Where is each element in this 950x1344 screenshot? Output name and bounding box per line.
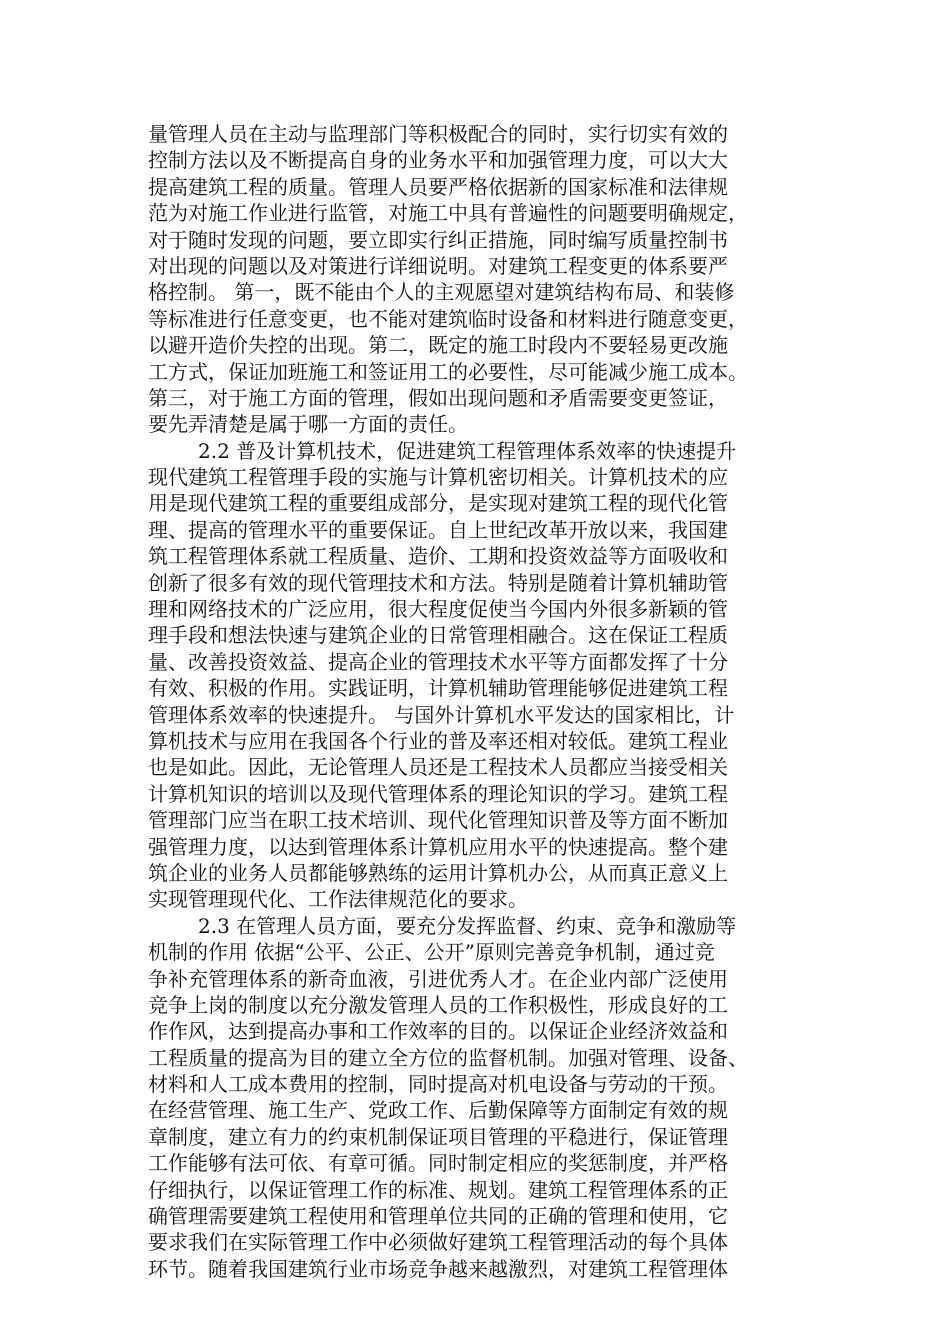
text-line: 实现管理现代化、工作法律规范化的要求。 [148,887,528,912]
text-line: 材料和人工成本费用的控制，同时提高对机电设备与劳动的干预。 [148,1072,728,1097]
section-heading-2-2: 2.2 普及计算机技术，促进建筑工程管理体系效率的快速提升 [198,438,737,463]
text-line: 争补充管理体系的新奇血液，引进优秀人才。在企业内部广泛使用 [148,966,728,991]
text-line: 第三，对于施工方面的管理，假如出现问题和矛盾需要变更签证， [148,385,728,410]
section-heading-2-3: 2.3 在管理人员方面，要充分发挥监督、约束、竞争和激励等 [198,913,737,938]
text-line: 现代建筑工程管理手段的实施与计算机密切相关。计算机技术的应 [148,465,728,490]
text-line: 工作能够有法可依、有章可循。同时制定相应的奖惩制度，并严格 [148,1151,728,1176]
text-line: 用是现代建筑工程的重要组成部分，是实现对建筑工程的现代化管 [148,491,728,516]
text-line: 理手段和想法快速与建筑企业的日常管理相融合。这在保证工程质 [148,623,728,648]
text-line: 工方式，保证加班施工和签证用工的必要性，尽可能减少施工成本。 [148,359,748,384]
text-line: 强管理力度，以达到管理体系计算机应用水平的快速提高。整个建 [148,834,728,859]
text-line: 量、改善投资效益、提高企业的管理技术水平等方面都发挥了十分 [148,649,728,674]
text-line: 作作风，达到提高办事和工作效率的目的。以保证企业经济效益和 [148,1019,728,1044]
text-line: 算机技术与应用在我国各个行业的普及率还相对较低。建筑工程业 [148,728,728,753]
text-line: 工程质量的提高为目的建立全方位的监督机制。加强对管理、设备、 [148,1045,748,1070]
text-line: 提高建筑工程的质量。管理人员要严格依据新的国家标准和法律规 [148,174,728,199]
body-text [148,121,808,1282]
text-line: 理和网络技术的广泛应用，很大程度促使当今国内外很多新颖的管 [148,597,728,622]
text-line: 要先弄清楚是属于哪一方面的责任。 [148,412,468,437]
text-line: 筑工程管理体系就工程质量、造价、工期和投资效益等方面吸收和 [148,544,728,569]
text-line: 确管理需要建筑工程使用和管理单位共同的正确的管理和使用，它 [148,1204,728,1229]
text-line: 环节。随着我国建筑行业市场竞争越来越激烈，对建筑工程管理体 [148,1256,728,1281]
text-line: 量管理人员在主动与监理部门等积极配合的同时，实行切实有效的 [148,122,728,146]
text-line: 筑企业的业务人员都能够熟练的运用计算机办公，从而真正意义上 [148,860,728,885]
text-line: 在经营管理、施工生产、党政工作、后勤保障等方面制定有效的规 [148,1098,728,1123]
text-line: 创新了很多有效的现代管理技术和方法。特别是随着计算机辅助管 [148,570,728,595]
text-line: 竞争上岗的制度以充分激发管理人员的工作积极性，形成良好的工 [148,992,728,1017]
text-line: 有效、积极的作用。实践证明，计算机辅助管理能够促进建筑工程 [148,676,728,701]
text-line: 理、提高的管理水平的重要保证。自上世纪改革开放以来，我国建 [148,517,728,542]
text-line: 管理体系效率的快速提升。 与国外计算机水平发达的国家相比，计 [148,702,735,727]
text-line: 范为对施工作业进行监管，对施工中具有普遍性的问题要明确规定， [148,201,748,226]
text-line: 对出现的问题以及对策进行详细说明。对建筑工程变更的体系要严 [148,253,728,278]
text-line: 仔细执行，以保证管理工作的标准、规划。建筑工程管理体系的正 [148,1177,728,1202]
text-line: 管理部门应当在职工技术培训、现代化管理知识普及等方面不断加 [148,808,728,833]
text-line: 控制方法以及不断提高自身的业务水平和加强管理力度，可以大大 [148,148,728,173]
text-line: 机制的作用 依据“公平、公正、公开”原则完善竞争机制，通过竞 [148,940,715,965]
text-line: 以避开造价失控的出现。第二，既定的施工时段内不要轻易更改施 [148,333,728,358]
text-line: 格控制。 第一，既不能由个人的主观愿望对建筑结构布局、和装修 [148,280,735,305]
text-line: 计算机知识的培训以及现代管理体系的理论知识的学习。建筑工程 [148,781,728,806]
text-line: 要求我们在实际管理工作中必须做好建筑工程管理活动的每个具体 [148,1230,728,1255]
text-line: 章制度，建立有力的约束机制保证项目管理的平稳进行，保证管理 [148,1124,728,1149]
text-line: 也是如此。因此，无论管理人员还是工程技术人员都应当接受相关 [148,755,728,780]
text-line: 等标准进行任意变更，也不能对建筑临时设备和材料进行随意变更， [148,306,748,331]
text-line: 对于随时发现的问题，要立即实行纠正措施，同时编写质量控制书 [148,227,728,252]
